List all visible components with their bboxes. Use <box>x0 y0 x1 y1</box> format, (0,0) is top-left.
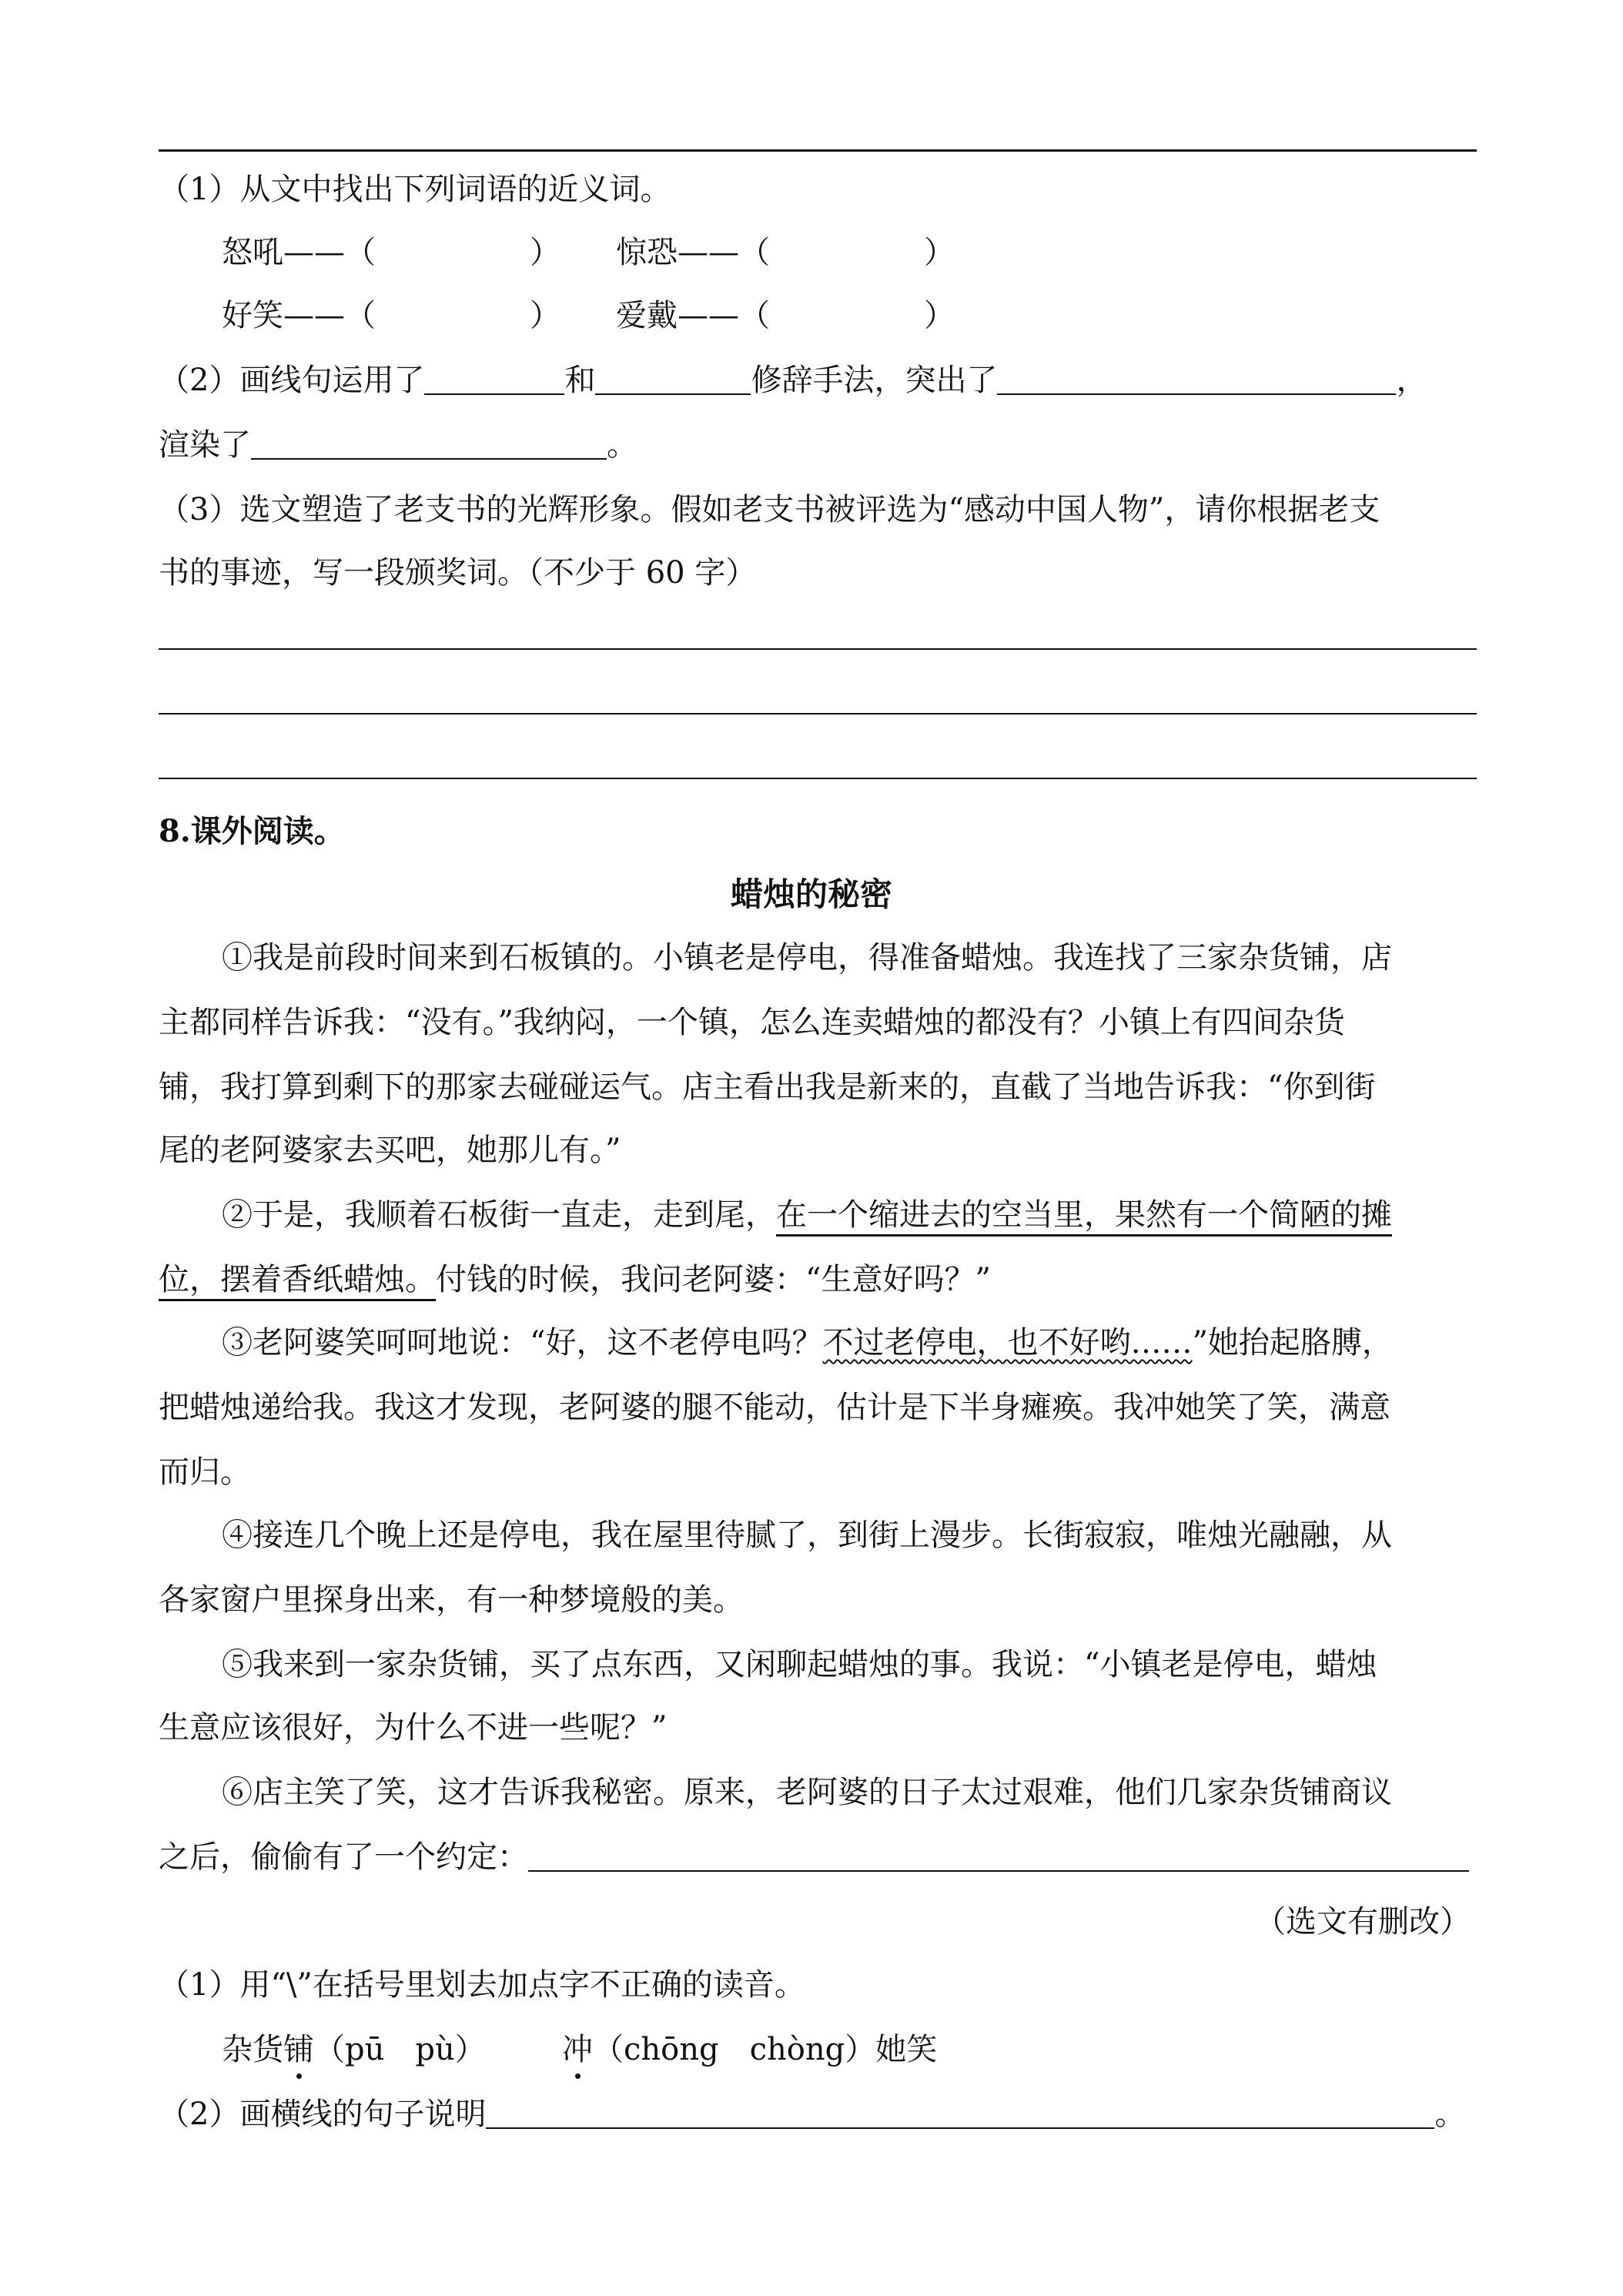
para1-line2: 主都同样告诉我：“没有。”我纳闷，一个镇，怎么连卖蜡烛的都没有？小镇上有四间杂货 <box>159 1005 1345 1040</box>
explanation-blank[interactable] <box>486 2097 1434 2129</box>
para4-line1: ④接连几个晚上还是停电，我在屋里待腻了，到街上漫步。长街寂寂，唯烛光融融，从 <box>222 1518 1392 1553</box>
q7-part1-prompt: （1）从文中找出下列词语的近义词。 <box>159 172 671 207</box>
answer-line-2[interactable] <box>159 713 1477 715</box>
para1-line3: 铺，我打算到剩下的那家去碰碰运气。店主看出我是新来的，直截了当地告诉我：“你到街 <box>159 1069 1376 1105</box>
atmosphere-blank[interactable] <box>251 427 607 460</box>
q8-sub1-prompt: （1）用“\”在括号里划去加点字不正确的读音。 <box>159 1967 805 2003</box>
agreement-blank[interactable] <box>528 1839 1469 1872</box>
para1-line1: ①我是前段时间来到石板镇的。小镇老是停电，得准备蜡烛。我连找了三家杂货铺，店 <box>222 940 1392 976</box>
rhetoric-blank-1[interactable] <box>424 363 564 395</box>
q7-synonym-row-1b: 惊恐——（ ） <box>616 235 955 270</box>
q7-part2-prompt: （2）画线句运用了 和 修辞手法，突出了 ， <box>159 363 1427 398</box>
dotted-char-pu: 铺 <box>283 2028 314 2071</box>
para3-line1: ③老阿婆笑呵呵地说：“好，这不老停电吗？不过老停电，也不好哟……”她抬起胳膊， <box>222 1325 1393 1361</box>
rhetoric-blank-2[interactable] <box>595 363 751 395</box>
synonym-item-nuhou: 怒吼——（ <box>222 235 376 270</box>
dotted-char-chong: 冲 <box>562 2028 593 2071</box>
q8-sub2-prompt: （2）画横线的句子说明 。 <box>159 2097 1466 2132</box>
top-divider <box>159 149 1477 152</box>
q7-synonym-row-2: 好笑——（ ） <box>222 298 561 333</box>
q7-synonym-row-1: 怒吼——（ ） <box>222 235 561 270</box>
q8-sub1-item-b <box>562 2028 937 2071</box>
para5-line2: 生意应该很好，为什么不进一些呢？” <box>159 1710 668 1745</box>
wavy-underlined-phrase: 不过老停电，也不好哟…… <box>822 1325 1193 1361</box>
synonym-item-aidai: 爱戴——（ <box>616 298 770 333</box>
para6-line1: ⑥店主笑了笑，这才告诉我秘密。原来，老阿婆的日子太过艰难，他们几家杂货铺商议 <box>222 1775 1392 1810</box>
q7-part3-prompt-line1: （3）选文塑造了老支书的光辉形象。假如老支书被评选为“感动中国人物”，请你根据老支 <box>159 492 1380 527</box>
para2-line1: ②于是，我顺着石板街一直走，走到尾，在一个缩进去的空当里，果然有一个简陋的摊 <box>222 1193 1392 1237</box>
underlined-sentence-cont: 位，摆着香纸蜡烛。 <box>159 1262 436 1301</box>
para3-line3: 而归。 <box>159 1454 251 1490</box>
para2-line2: 位，摆着香纸蜡烛。付钱的时候，我问老阿婆：“生意好吗？” <box>159 1258 991 1301</box>
q8-heading: 8.课外阅读。 <box>159 813 345 849</box>
para6-line2: 之后，偷偷有了一个约定： <box>159 1836 1469 1879</box>
answer-line-1[interactable] <box>159 648 1477 650</box>
para3-line2: 把蜡烛递给我。我这才发现，老阿婆的腿不能动，估计是下半身瘫痪。我冲她笑了笑，满意 <box>159 1390 1390 1425</box>
q7-synonym-row-2b: 爱戴——（ ） <box>616 298 955 333</box>
para4-line2: 各家窗户里探身出来，有一种梦境般的美。 <box>159 1582 744 1618</box>
underlined-sentence: 在一个缩进去的空当里，果然有一个简陋的摊 <box>776 1197 1392 1237</box>
highlight-blank[interactable] <box>997 363 1396 395</box>
synonym-item-jingkong: 惊恐——（ <box>616 235 770 270</box>
passage-title: 蜡烛的秘密 <box>730 875 892 913</box>
pinyin-options-chong[interactable]: （chōng chòng）她笑 <box>593 2032 938 2067</box>
source-note: （选文有删改） <box>1255 1904 1471 1940</box>
q7-part2-prompt-cont: 渲染了 。 <box>159 427 637 463</box>
answer-line-3[interactable] <box>159 778 1477 779</box>
synonym-item-haoxiao: 好笑——（ <box>222 298 376 333</box>
q7-part3-prompt-line2: 书的事迹，写一段颁奖词。（不少于 60 字） <box>159 555 757 591</box>
para1-line4: 尾的老阿婆家去买吧，她那儿有。” <box>159 1133 621 1168</box>
q8-sub1-item-a: 杂货铺（pū pù） <box>222 2028 486 2071</box>
para5-line1: ⑤我来到一家杂货铺，买了点东西，又闲聊起蜡烛的事。我说：“小镇老是停电，蜡烛 <box>222 1647 1377 1682</box>
pinyin-options-pu[interactable]: （pū pù） <box>314 2032 486 2067</box>
